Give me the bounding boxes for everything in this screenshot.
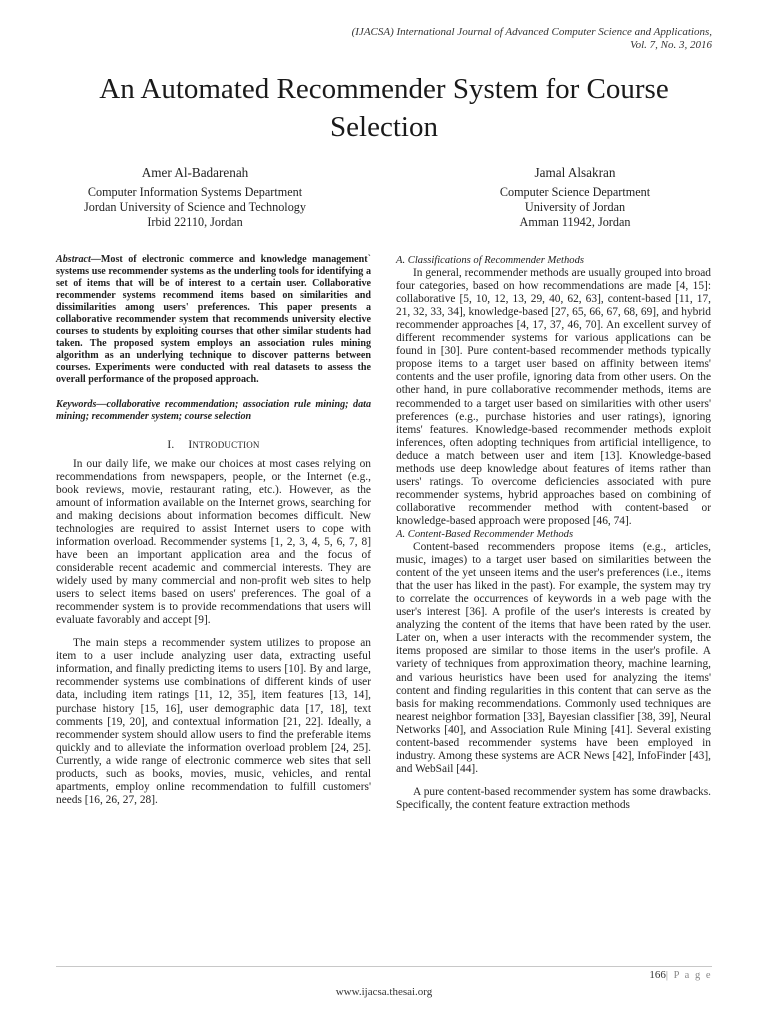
footer-url[interactable]: www.ijacsa.thesai.org (335, 986, 433, 998)
page-label: | P a g e (665, 970, 712, 981)
keywords: Keywords—collaborative recommendation; association rule mining; data mining; recommender system; course selection (56, 398, 371, 422)
section-heading-introduction (56, 439, 371, 452)
right-column (396, 254, 711, 812)
author-name: Jamal Alsakran (534, 165, 616, 180)
author-name: Amer Al-Badarenah (141, 165, 249, 180)
paragraph: In general, recommender methods are usually grouped into broad four categories, based on how recommendations are made [4, 15]: collaborative [5, 10, 12, 13, 29, 40, 62, 63], content-based [11, 17, 21, 32, 33, 34], knowledge-based [27, 65, 66, 67, 68, 69], and hybrid recommender approaches [4, 17, 37, 46, 70]. An excellent survey of different recommender systems for various applications can be found in [30]. Pure content-based recommender methods typically propose items to a target user based on affinity between items' contents and the user profile, ignoring data from other users. On the other hand, in pure collaborative recommender methods, items are recommended to a target user based on similarities with other users' preferences (e.g., purchase histories and user ratings), ignoring items' features. Knowledge-based recommender methods exploit inferences, often adopting techniques from artificial intelligence, to deduce a match between user and item [13]. Knowledge-based methods use deep knowledge about features of items rather than users' ratings. To overcome deficiencies associated with pure recommender systems, hybrid approaches based on combining of collaborative recommender method with content-based or knowledge-based approach were proposed [46, 74]. (396, 267, 711, 527)
page-number (649, 969, 712, 981)
journal-name: (IJACSA) International Journal of Advanced Computer Science and Applications, (351, 26, 712, 38)
author-block-2 (440, 165, 710, 230)
journal-volume: Vol. 7, No. 3, 2016 (630, 39, 712, 51)
paragraph: A pure content-based recommender system has some drawbacks. Specifically, the content feature extraction methods (396, 785, 711, 811)
abstract-text: —Most of electronic commerce and knowledge management` systems use recommender systems as the underling tools for identifying a set of items that will be of interest to a certain user. Collaborative recommender systems recommend items based on similarities and dissimilarities among users' preferences. This paper presents a collaborative recommender system that recommends university elective courses to students by exploiting courses that other similar students had taken. The proposed system employs an association rules mining algorithm as an underlying technique to discover patterns between courses. Experiments were conducted with real datasets to assess the overall performance of the proposed approach. (56, 254, 371, 386)
paragraph: The main steps a recommender system utilizes to propose an item to a user include analyzing user data, extracting useful information, and finally predicting items to users [10]. By and large, recommender systems use combinations of different kinds of user data, including item ratings [11, 12, 35], item features [13, 14], purchase history [15, 16], user demographic data [17, 18], text comments [19, 20], and contextual information [21, 22]. Ideally, a recommender system should allow users to find the preferable items quickly and to alleviate the information overload problem [24, 25]. Currently, a wide range of electronic commerce web sites that sell products, such as books, movies, music, vehicles, and rental apartments, employ online recommendation to fulfill customers' needs [16, 26, 27, 28]. (56, 637, 371, 806)
author-university: University of Jordan (524, 200, 626, 214)
abstract-label: Abstract (56, 254, 91, 265)
paragraph: In our daily life, we make our choices at most cases relying on recommendations from newspapers, people, or the Internet (e.g., book reviews, movie, restaurant rating, etc.). However, as the amount of information available on the Internet grows, searching for and making decisions about information becomes difficult. New technologies are required to assist Internet users to cope with information overload. Recommender systems [1, 2, 3, 4, 5, 6, 7, 8] have been an important application area and the focus of considerable recent academic and commercial interests. They are widely used by many commercial and non-profit web sites to help users to select items based on users' preferences. The goal of a recommender system is to provide recommendations that users will evaluate favorably and accept [9]. (56, 457, 371, 627)
section-title-rest: NTRODUCTION (192, 439, 260, 450)
left-column (56, 254, 371, 807)
footer-divider (56, 966, 712, 967)
abstract (56, 254, 371, 387)
author-department: Computer Science Department (499, 185, 651, 199)
section-title-initial: I (188, 438, 193, 451)
subsection-heading: A. Classifications of Recommender Methods (396, 255, 585, 266)
author-address: Amman 11942, Jordan (519, 215, 631, 229)
title-line-1: An Automated Recommender System for Course (99, 73, 669, 105)
paragraph: Content-based recommenders propose items (e.g., articles, music, images) to a target user based on similarities between the content of the yet unseen items and the user's preferences (i.e., items that the user has liked in the past). For example, the system may try to correlate the occurrences of keywords in a web page with the user's interest [36]. A profile of the user's interests is created by analyzing the content of the items that have been rated by the user. Later on, when a user interacts with the recommender system, the items proposed are similar to those items in the user's profile. A variety of techniques from approximation theory, machine learning, and various heuristics have been used for analyzing the items' content and finding regularities in this content that can serve as the basis for making recommendations. Commonly used techniques are nearest neighbor formation [33], Bayesian classifier [38, 39], Neural Networks [40], and Association Rule Mining [41]. Several existing content-based recommender systems have been employed in industry. Among these systems are ACR News [42], InfoFinder [43], and WebSail [44]. (396, 541, 711, 775)
author-university: Jordan University of Science and Technology (84, 200, 306, 214)
author-department: Computer Information Systems Department (87, 185, 303, 199)
title-line-2: Selection (330, 111, 438, 143)
page-number-value: 166 (649, 969, 666, 981)
section-number: I. (167, 438, 175, 451)
author-address: Irbid 22110, Jordan (147, 215, 243, 229)
journal-header (352, 26, 712, 52)
paper-title (40, 70, 728, 146)
author-block-1 (60, 165, 330, 230)
subsection-heading: A. Content-Based Recommender Methods (396, 528, 574, 540)
